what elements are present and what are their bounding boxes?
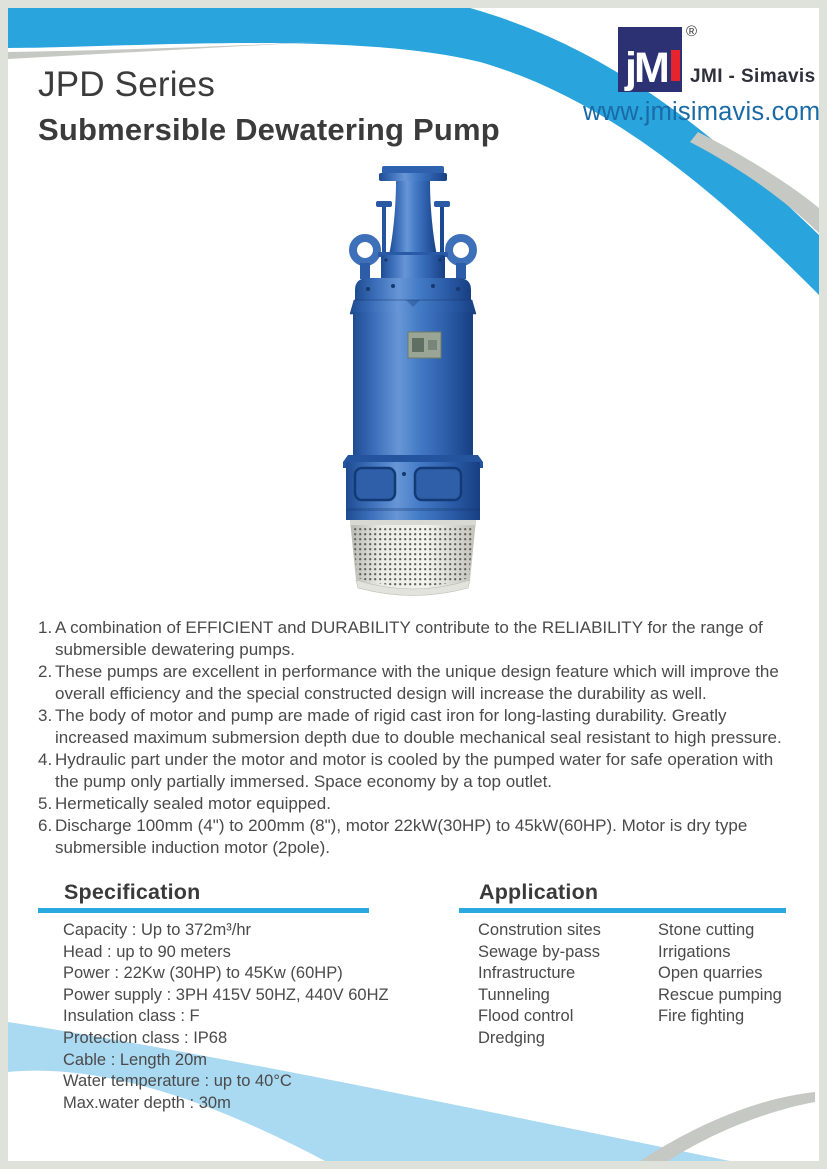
application-item: Sewage by-pass (478, 942, 600, 961)
jmi-logo-icon (618, 27, 682, 92)
logo-letters: jM (625, 44, 667, 92)
feature-text: A combination of EFFICIENT and DURABILITY contribute to the RELIABILITY for the range of submersible dewatering pumps. (55, 618, 763, 659)
feature-text: Hydraulic part under the motor and motor is cooled by the pumped water for safe operation with the pump only partially immersed. Space economy by a top outlet. (55, 750, 774, 791)
specification-line: Head : up to 90 meters (63, 942, 231, 961)
specification-title: Specification (64, 880, 201, 904)
logo-red-bar-icon (671, 50, 680, 81)
application-column-1 (478, 920, 601, 1050)
specification-line: Max.water depth : 30m (63, 1093, 231, 1112)
application-item: Rescue pumping (658, 985, 782, 1004)
feature-number: 4. (38, 750, 53, 769)
application-item: Dredging (478, 1028, 545, 1047)
feature-item (38, 749, 800, 793)
application-title: Application (479, 880, 599, 904)
specification-list (63, 920, 389, 1114)
application-item: Tunneling (478, 985, 550, 1004)
feature-list (38, 617, 800, 859)
specification-line: Power : 22Kw (30HP) to 45Kw (60HP) (63, 964, 343, 983)
feature-item (38, 661, 800, 705)
feature-item (38, 705, 800, 749)
product-title: Submersible Dewatering Pump (38, 112, 500, 147)
specification-line: Power supply : 3PH 415V 50HZ, 440V 60HZ (63, 985, 389, 1004)
feature-text: The body of motor and pump are made of rigid cast iron for long-lasting durability. Greatly increased maximum submersion depth due to double mechanical seal resistant to high pressure. (55, 706, 782, 747)
feature-item (38, 793, 800, 815)
feature-item (38, 815, 800, 859)
feature-number: 6. (38, 816, 53, 835)
feature-item (38, 617, 800, 661)
application-item: Irrigations (658, 942, 731, 961)
series-title: JPD Series (38, 65, 216, 104)
feature-number: 5. (38, 794, 53, 813)
website-link[interactable]: www.jmisimavis.com (583, 98, 821, 126)
application-item: Fire fighting (658, 1007, 745, 1026)
specification-line: Insulation class : F (63, 1007, 200, 1026)
application-item: Open quarries (658, 964, 763, 983)
pump-image (338, 162, 488, 602)
feature-text: Hermetically sealed motor equipped. (55, 794, 331, 813)
registered-trademark-icon: ® (686, 23, 698, 40)
application-item: Infrastructure (478, 964, 576, 983)
bottom-gray-swoosh (640, 1092, 815, 1161)
specification-line: Protection class : IP68 (63, 1028, 228, 1047)
brand-name: JMI - Simavis (690, 66, 816, 87)
application-item: Constrution sites (478, 921, 601, 939)
specification-line: Capacity : Up to 372m³/hr (63, 921, 251, 939)
feature-number: 1. (38, 618, 53, 637)
specification-line: Water temperature : up to 40°C (63, 1072, 292, 1091)
feature-text: These pumps are excellent in performance with the unique design feature which will improve the overall efficiency and the special constructed design will increase the durability as well. (55, 662, 779, 703)
specification-underline (38, 908, 369, 913)
feature-text: Discharge 100mm (4") to 200mm (8"), motor 22kW(30HP) to 45kW(60HP). Motor is dry type submersible induction motor (2pole). (55, 816, 748, 857)
application-underline (459, 908, 786, 913)
feature-number: 3. (38, 706, 53, 725)
feature-number: 2. (38, 662, 53, 681)
application-column-2 (658, 920, 782, 1028)
application-item: Flood control (478, 1007, 574, 1026)
specification-line: Cable : Length 20m (63, 1050, 208, 1069)
application-item: Stone cutting (658, 921, 755, 939)
